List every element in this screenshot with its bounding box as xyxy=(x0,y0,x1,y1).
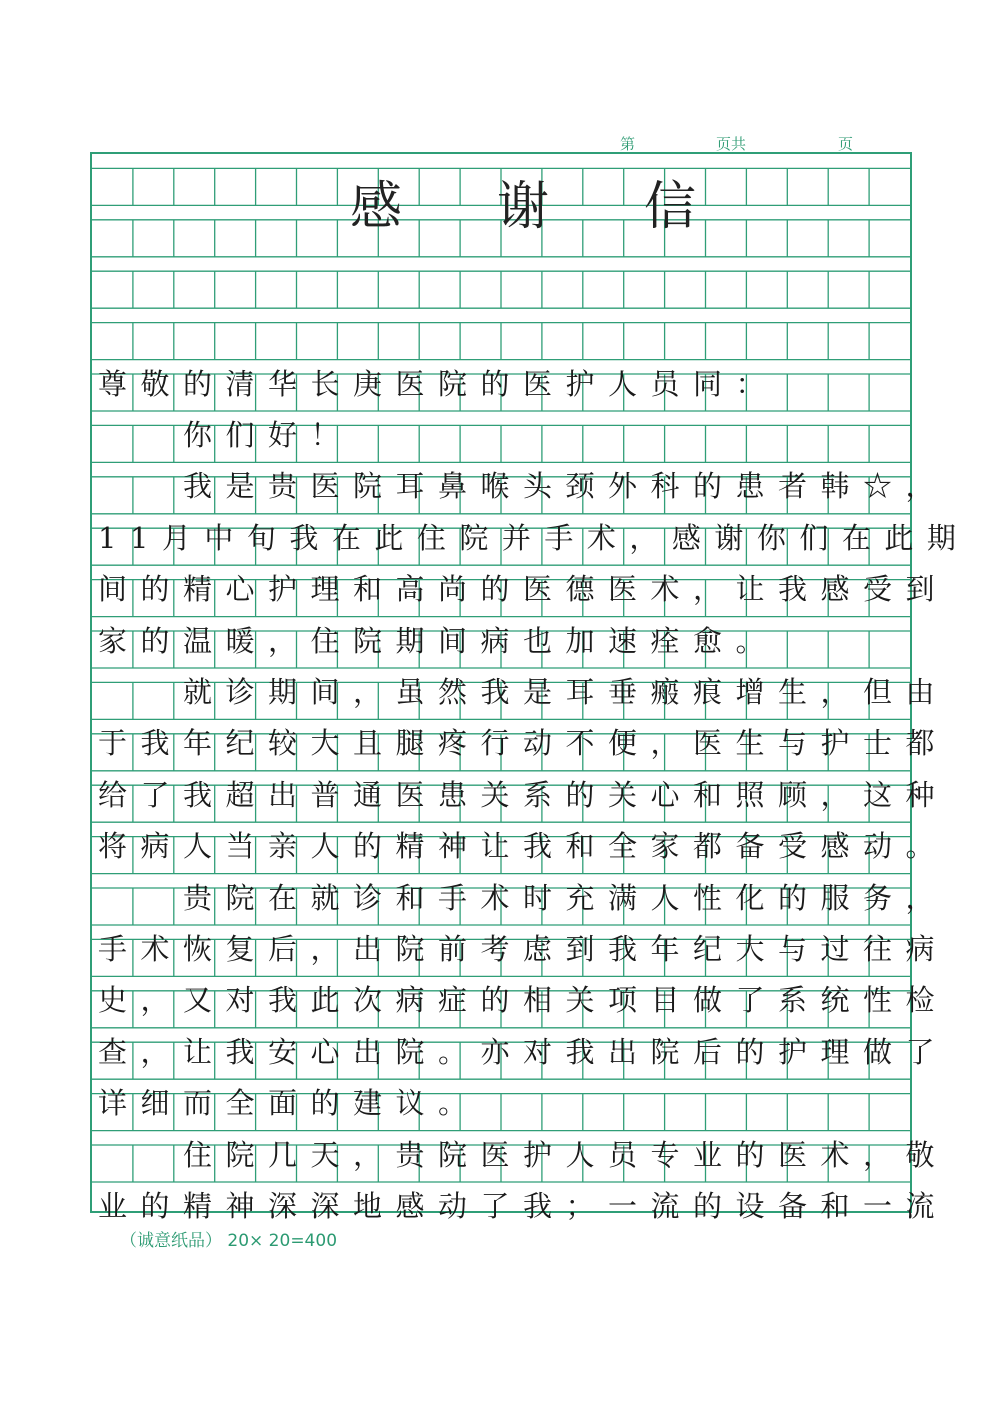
letter-line: 史，又对我此次病症的相关项目做了系统性检 xyxy=(98,983,949,1018)
letter-line: 尊敬的清华长庚医院的医护人员同： xyxy=(98,366,779,401)
letter-line: 详细而全面的建议。 xyxy=(98,1086,481,1121)
letter-line: 给了我超出普通医患关系的关心和照顾，这种 xyxy=(98,777,949,812)
page-number-label: 第 xyxy=(620,135,636,153)
letter-line: 11月中旬我在此住院并手术，感谢你们在此期 xyxy=(98,520,970,555)
letter-line: 间的精心护理和高尚的医德医术，让我感受到 xyxy=(98,572,949,607)
letter-line: 手术恢复后，出院前考虑到我年纪大与过往病 xyxy=(98,932,949,966)
paper-brand-footer: （诚意纸品） 20× 20=400 xyxy=(120,1231,338,1251)
letter-line: 查，让我安心出院。亦对我出院后的护理做了 xyxy=(98,1034,949,1069)
letter-title: 感谢信 xyxy=(350,177,792,237)
letter-line: 你们好！ xyxy=(98,418,354,452)
letter-line: 就诊期间，虽然我是耳垂瘢痕增生，但由 xyxy=(98,675,949,709)
letter-line: 业的精神深深地感动了我；一流的设备和一流 xyxy=(98,1189,949,1223)
total-pages-label: 页共 xyxy=(716,135,747,153)
letter-line: 于我年纪较大且腿疼行动不便，医生与护士都 xyxy=(98,726,949,761)
letter-line: 贵院在就诊和手术时充满人性化的服务， xyxy=(98,880,949,915)
letter-line: 住院几天，贵院医护人员专业的医术，敬 xyxy=(98,1137,949,1172)
page-suffix-label: 页 xyxy=(838,135,854,153)
letter-line: 家的温暖，住院期间病也加速痊愈。 xyxy=(98,623,779,658)
letter-line: 将病人当亲人的精神让我和全家都备受感动。 xyxy=(98,829,949,864)
letter-line: 我是贵医院耳鼻喉头颈外科的患者韩☆， xyxy=(98,469,949,504)
